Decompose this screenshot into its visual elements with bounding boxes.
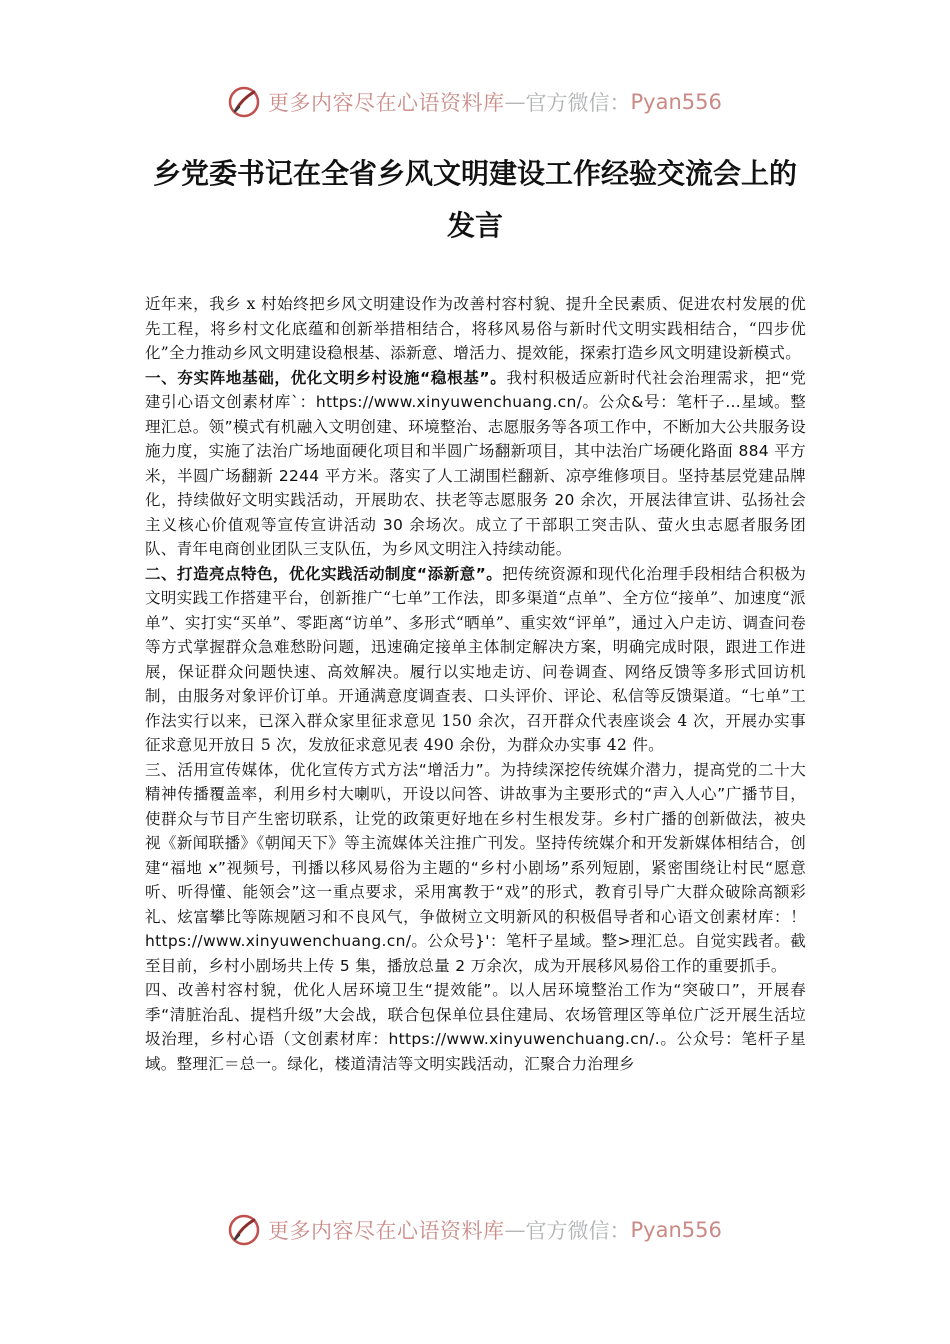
section-2	[145, 562, 806, 758]
document-body	[145, 292, 806, 1076]
banner-wechat-label: 官方微信：	[525, 1219, 631, 1243]
banner-wechat-id: Pyan556	[630, 1218, 722, 1242]
section-1-body: 我村积极适应新时代社会治理需求，把“党建引心语文创素材库`：https://www.xinyuwenchuang.cn/。公众&号：笔杆子…星域。整理汇总。领”模式有机融入文明创建、环境整治、志愿服务等各项工作中，不断加大公共服务设施力度，实施了法治广场地面硬化项目和半圆广场翻新项目，其中法治广场硬化路面 884 平方米，半圆广场翻新 2244 平方米。落实了人工湖围栏翻新、凉亭维修项目。坚持基层党建品牌化，持续做好文明实践活动，开展助农、扶老等志愿服务 20 余次，开展法律宣讲、弘扬社会主义核心价值观等宣传宣讲活动 30 余场次。成立了干部职工突击队、萤火虫志愿者服务团队、青年电商创业团队三支队伍，为乡风文明注入持续动能。	[145, 368, 806, 558]
section-3	[145, 758, 806, 979]
section-2-heading: 二、打造亮点特色，优化实践活动制度“添新意”。	[145, 564, 503, 583]
brush-logo-icon	[228, 1213, 262, 1247]
section-1	[145, 366, 806, 562]
banner-separator: —	[504, 1218, 526, 1242]
header-banner	[0, 82, 950, 122]
section-3-body: 为持续深挖传统媒介潜力，提高党的二十大精神传播覆盖率，利用乡村大喇叭，开设以问答、讲故事为主要形式的“声入人心”广播节目，使群众与节目产生密切联系，让党的政策更好地在乡村生根发芽。乡村广播的创新做法，被央视《新闻联播》《朝闻天下》等主流媒体关注推广刊发。坚持传统媒介和开发新媒体相结合，创建“福地 x”视频号，刊播以移风易俗为主题的“乡村小剧场”系列短剧，紧密围绕让村民“愿意听、听得懂、能领会”这一重点要求，采用寓教于“戏”的形式，教育引导广大群众破除高额彩礼、炫富攀比等陈规陋习和不良风气，争做树立文明新风的积极倡导者和心语文创素材库：！https://www.xinyuwenchuang.cn/。公众号}'：笔杆子星域。整>理汇总。自觉实践者。截至目前，乡村小剧场共上传 5 集，播放总量 2 万余次，成为开展移风易俗工作的重要抓手。	[145, 760, 807, 975]
banner-text: 更多内容尽在心语资料库	[268, 1219, 505, 1243]
document-title: 乡党委书记在全省乡风文明建设工作经验交流会上的发言	[152, 157, 797, 242]
section-4-heading: 四、改善村容村貌，优化人居环境卫生“提效能”。	[145, 981, 509, 999]
banner-wechat-label: 官方微信：	[525, 91, 631, 115]
banner-wechat-id: Pyan556	[630, 90, 722, 114]
section-2-body: 把传统资源和现代化治理手段相结合积极为文明实践工作搭建平台，创新推广“七单”工作法，即多渠道“点单”、全方位“接单”、加速度“派单”、实打实“买单”、零距离“访单”、多形式“晒单”、重实效“评单”，通过入户走访、调查问卷等方式掌握群众急难愁盼问题，迅速确定接单主体制定解决方案，明确完成时限，跟进工作进展，保证群众问题快速、高效解决。履行以实地走访、问卷调查、网络反馈等多形式回访机制，由服务对象评价订单。开通满意度调查表、口头评价、评论、私信等反馈渠道。“七单”工作法实行以来，已深入群众家里征求意见 150 余次，召开群众代表座谈会 4 次，开展办实事征求意见开放日 5 次，发放征求意见表 490 余份，为群众办实事 42 件。	[145, 564, 807, 754]
section-4-body: 以人居环境整治工作为“突破口”，开展春季“清脏治乱、提档升级”大会战，联合包保单位县住建局、农场管理区等单位广泛开展生活垃圾治理，乡村心语（文创素材库：https://www.xinyuwenchuang.cn/.。公众号：笔杆子星域。整理汇＝总一。绿化，楼道清洁等文明实践活动，汇聚合力治理乡	[145, 981, 806, 1073]
section-3-heading: 三、活用宣传媒体，优化宣传方式方法“增活力”。	[145, 760, 501, 779]
banner-separator: —	[504, 90, 526, 114]
section-1-heading: 一、夯实阵地基础，优化文明乡村设施“稳根基”。	[145, 368, 507, 387]
intro-paragraph: 近年来，我乡 x 村始终把乡风文明建设作为改善村容村貌、提升全民素质、促进农村发展的优先工程，将乡村文化底蕴和创新举措相结合，将移风易俗与新时代文明实践相结合，“四步优化”全力推动乡风文明建设稳根基、添新意、增活力、提效能，探索打造乡风文明建设新模式。	[145, 295, 806, 362]
brush-logo-icon	[228, 85, 262, 119]
section-4	[145, 978, 806, 1076]
banner-text: 更多内容尽在心语资料库	[268, 91, 505, 115]
footer-banner	[0, 1210, 950, 1250]
